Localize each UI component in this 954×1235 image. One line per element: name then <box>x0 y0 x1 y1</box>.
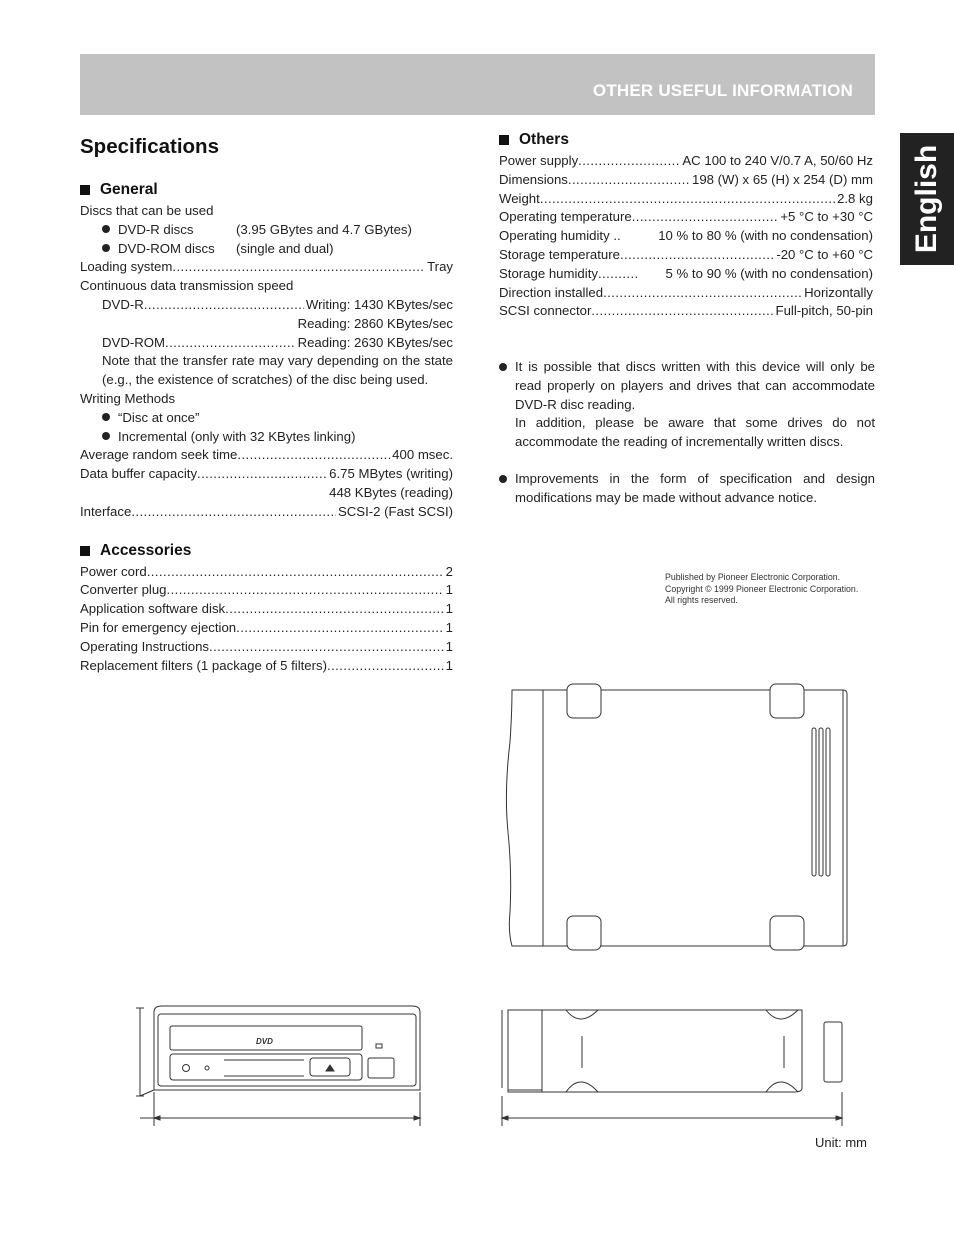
right-column <box>499 130 873 321</box>
page-title: Specifications <box>80 135 219 158</box>
note-text: In addition, please be aware that some drives do not accommodate the reading of incrementally written discs. <box>515 415 875 450</box>
spec-row-dvdrom: DVD-ROM ..... Reading: 2630 KBytes/sec <box>80 334 453 353</box>
publisher-line: All rights reserved. <box>665 595 738 605</box>
accessory-row: Pin for emergency ejection ..... 1 <box>80 619 453 638</box>
left-column <box>80 130 453 675</box>
square-bullet-icon <box>499 135 509 145</box>
accessory-row: Converter plug ..... 1 <box>80 581 453 600</box>
discs-label: Discs that can be used <box>80 203 214 218</box>
section-banner <box>80 54 875 115</box>
general-heading: General <box>80 180 453 200</box>
accessory-row: Operating Instructions ..... 1 <box>80 638 453 657</box>
spec-row-seek: Average random seek time ..... 400 msec. <box>80 446 453 465</box>
front-dvd-logo: DVD <box>256 1037 273 1046</box>
buffer-read-value: 448 KBytes (reading) <box>329 484 453 500</box>
top-view-drawing <box>498 682 854 952</box>
others-row: Storage humidity ..... 5 % to 90 % (with no condensation) <box>499 265 873 284</box>
speed-label: Continuous data transmission speed <box>80 278 294 294</box>
writing-methods-label: Writing Methods <box>80 390 176 406</box>
others-row: Power supply ..... AC 100 to 240 V/0.7 A, 50/60 Hz <box>499 152 873 171</box>
others-row: Operating temperature ..... +5 °C to +30 °C <box>499 208 873 227</box>
note-item <box>499 470 875 508</box>
others-row: Storage temperature ..... -20 °C to +60 °C <box>499 246 873 265</box>
banner-title: OTHER USEFUL INFORMATION <box>592 81 853 100</box>
bullet-icon <box>102 244 110 252</box>
others-heading: Others <box>499 130 873 150</box>
front-view-drawing <box>132 1002 432 1128</box>
publisher-line: Copyright © 1999 Pioneer Electronic Corporation. <box>665 583 859 594</box>
bullet-icon <box>102 432 110 440</box>
others-row: Direction installed ..... Horizontally <box>499 284 873 303</box>
note-text: Improvements in the form of specification and design modifications may be made without advance notice. <box>515 470 875 505</box>
writing-method-item: Incremental (only with 32 KBytes linking) <box>80 428 453 447</box>
transfer-rate-note: Note that the transfer rate may vary depending on the state (e.g., the existence of scratches) of the disc being used. <box>102 353 453 388</box>
bullet-icon <box>102 413 110 421</box>
notes-block <box>499 358 875 508</box>
others-row: Weight ..... 2.8 kg <box>499 190 873 209</box>
language-label: English <box>910 144 943 254</box>
note-text: It is possible that discs written with this device will only be read properly on players and drives that can accommodate DVD-R disc reading. <box>515 359 875 412</box>
spec-row-loading: Loading system ..... Tray <box>80 258 453 277</box>
others-row: Operating humidity .. 10 % to 80 % (with no condensation) <box>499 228 873 244</box>
others-row: SCSI connector ..... Full-pitch, 50-pin <box>499 302 873 321</box>
bullet-icon <box>102 225 110 233</box>
accessory-row: Power cord ..... 2 <box>80 563 453 582</box>
accessory-row: Application software disk ..... 1 <box>80 600 453 619</box>
publisher-line: Published by Pioneer Electronic Corporation. <box>665 572 841 582</box>
spec-row-interface: Interface ..... SCSI-2 (Fast SCSI) <box>80 503 453 522</box>
square-bullet-icon <box>80 546 90 556</box>
square-bullet-icon <box>80 185 90 195</box>
disc-item: DVD-R discs (3.95 GBytes and 4.7 GBytes) <box>80 221 453 240</box>
writing-method-item: “Disc at once” <box>80 409 453 428</box>
side-view-drawing <box>494 1002 854 1128</box>
note-item <box>499 358 875 452</box>
unit-label: Unit: mm <box>815 1135 867 1150</box>
publisher-info <box>665 572 858 607</box>
bullet-icon <box>499 363 507 371</box>
dvdr-read-value: Reading: 2860 KBytes/sec <box>297 315 453 331</box>
others-row: Dimensions ..... 198 (W) x 65 (H) x 254 (D) mm <box>499 171 873 190</box>
spec-row-buffer: Data buffer capacity ..... 6.75 MBytes (writing) <box>80 465 453 484</box>
accessories-heading: Accessories <box>80 541 453 561</box>
bullet-icon <box>499 475 507 483</box>
accessory-row: Replacement filters (1 package of 5 filters) ..... 1 <box>80 657 453 676</box>
spec-row-dvdr: DVD-R ..... Writing: 1430 KBytes/sec <box>80 296 453 315</box>
disc-item: DVD-ROM discs (single and dual) <box>80 240 453 259</box>
language-tab <box>900 133 954 265</box>
